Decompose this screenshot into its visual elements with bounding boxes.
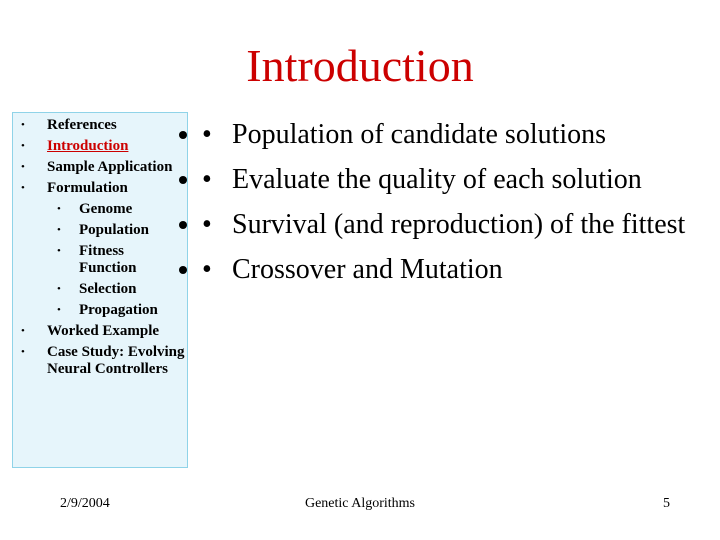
outline-item-worked-example[interactable] xyxy=(13,323,189,340)
outline-item-formulation[interactable] xyxy=(13,180,189,319)
bullet-icon: • xyxy=(57,245,61,257)
bullet-icon: • xyxy=(21,119,25,131)
outline-subitem-label: Selection xyxy=(79,281,137,297)
content-bullet-text: Survival (and reproduction) of the fittest xyxy=(232,209,686,240)
content-bullet xyxy=(202,253,712,286)
bullet-icon: • xyxy=(21,140,25,152)
bullet-icon: • xyxy=(57,304,61,316)
outline-subitem-genome[interactable] xyxy=(47,201,189,218)
outline-sublist xyxy=(47,201,189,319)
outline-subitem-label: Genome xyxy=(79,201,133,217)
outline-item-sample-application[interactable] xyxy=(13,159,189,176)
bullet-icon: • xyxy=(21,346,25,358)
content-bullet-list xyxy=(202,118,712,298)
outline-item-label: Case Study: Evolving Neural Controllers xyxy=(47,344,185,377)
bullet-icon: • • xyxy=(202,164,212,195)
outline-item-label: Formulation xyxy=(47,180,128,196)
footer-date: 2/9/2004 xyxy=(60,496,110,511)
outline-subitem-label: Population xyxy=(79,222,150,238)
bullet-icon: • xyxy=(21,325,25,337)
bullet-icon: • xyxy=(57,203,61,215)
outline-subitem-propagation[interactable] xyxy=(47,302,189,319)
outline-item-label: References xyxy=(47,117,117,133)
outline-list xyxy=(13,117,189,382)
content-bullet xyxy=(202,208,712,241)
outline-item-introduction[interactable] xyxy=(13,138,189,155)
outline-subitem-label: Propagation xyxy=(79,302,158,318)
bullet-icon: • xyxy=(21,161,25,173)
bullet-icon: • • xyxy=(202,119,212,150)
outline-item-case-study[interactable] xyxy=(13,344,189,378)
content-bullet-text: Crossover and Mutation xyxy=(232,254,503,285)
bullet-icon: • • xyxy=(202,209,212,240)
outline-item-label: Worked Example xyxy=(47,323,160,339)
outline-item-label-active[interactable]: Introduction xyxy=(47,138,129,154)
bullet-icon: • xyxy=(57,224,61,236)
content-bullet-text: Population of candidate solutions xyxy=(232,119,607,150)
outline-item-references[interactable] xyxy=(13,117,189,134)
outline-item-label: Sample Application xyxy=(47,159,173,175)
bullet-icon: • • xyxy=(202,254,212,285)
outline-sidebar xyxy=(12,112,188,468)
slide-number: 5 xyxy=(663,496,670,511)
outline-subitem-selection[interactable] xyxy=(47,281,189,298)
content-bullet xyxy=(202,118,712,151)
slide-title: Introduction xyxy=(246,40,474,91)
bullet-icon: • xyxy=(57,283,61,295)
footer-title: Genetic Algorithms xyxy=(304,496,416,511)
outline-subitem-label: Fitness Function xyxy=(79,243,137,276)
content-bullet-text: Evaluate the quality of each solution xyxy=(232,164,642,195)
content-bullet xyxy=(202,163,712,196)
bullet-icon: • xyxy=(21,182,25,194)
outline-subitem-fitness-function[interactable] xyxy=(47,243,189,277)
outline-subitem-population[interactable] xyxy=(47,222,189,239)
